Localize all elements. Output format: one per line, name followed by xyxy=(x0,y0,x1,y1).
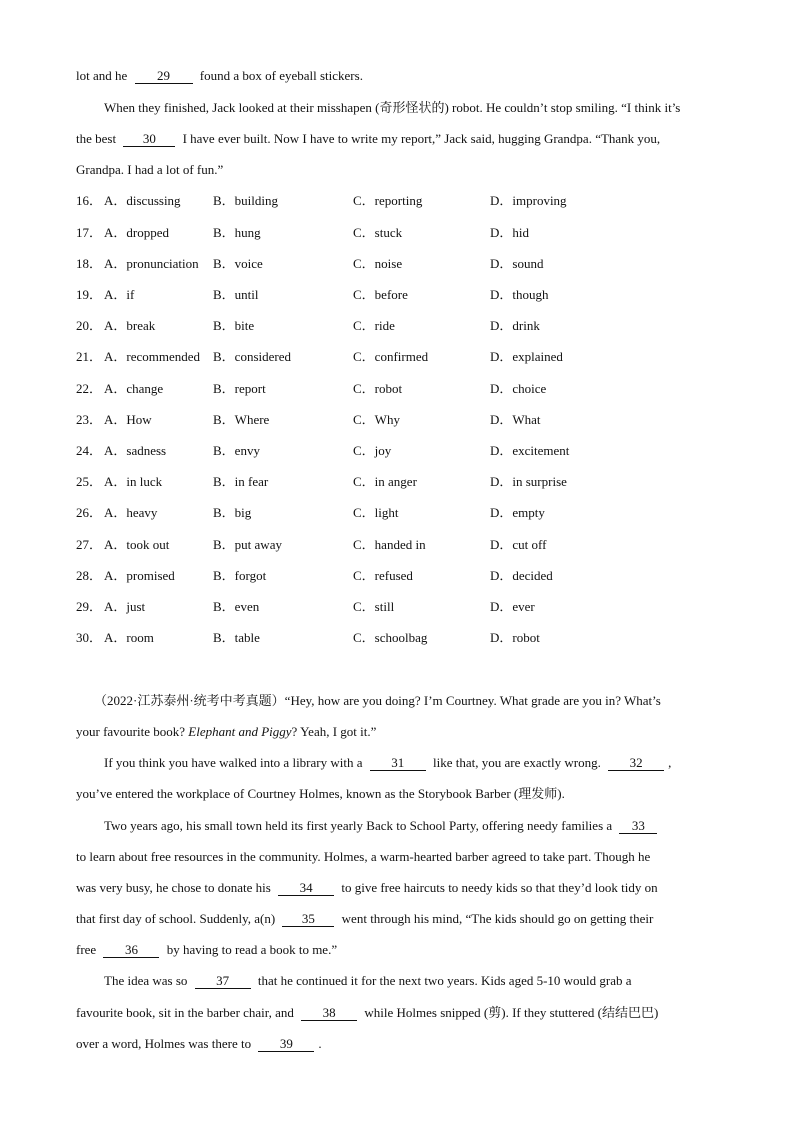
text: by having to read a book to me.” xyxy=(166,942,338,957)
option-d: D．What xyxy=(490,412,541,427)
option-a: A．break xyxy=(104,318,156,333)
option-b: B．in fear xyxy=(213,474,269,489)
option-a: A．in luck xyxy=(104,474,163,489)
option-a: A．took out xyxy=(104,537,170,552)
blank-33: 33 xyxy=(619,819,657,834)
blank-39: 39 xyxy=(258,1037,314,1052)
option-d: D．though xyxy=(490,287,549,302)
text: that first day of school. Suddenly, a(n) xyxy=(76,911,276,926)
text: your favourite book? xyxy=(76,724,186,739)
text: free xyxy=(76,942,97,957)
text: that he continued it for the next two years. Kids aged 5-10 would grab a xyxy=(257,973,632,988)
blank-34: 34 xyxy=(278,881,334,896)
blank-38: 38 xyxy=(301,1006,357,1021)
question-number: 22． xyxy=(76,381,103,396)
option-d: D．sound xyxy=(490,256,544,271)
question-number: 21． xyxy=(76,349,103,364)
option-b: B．voice xyxy=(213,256,263,271)
option-b: B．forgot xyxy=(213,568,267,583)
option-c: C．refused xyxy=(353,568,413,583)
option-c: C．in anger xyxy=(353,474,417,489)
text: like that, you are exactly wrong. xyxy=(433,755,601,770)
question-number: 30． xyxy=(76,630,103,645)
passage2-intro-line xyxy=(76,724,718,740)
option-a: A．How xyxy=(104,412,152,427)
option-d: D．choice xyxy=(490,381,547,396)
option-a: A．promised xyxy=(104,568,175,583)
blank-30: 30 xyxy=(123,132,175,147)
question-number: 24． xyxy=(76,443,103,458)
passage2-paragraph-line xyxy=(76,1005,718,1021)
option-d: D．decided xyxy=(490,568,553,583)
option-b: B．even xyxy=(213,599,260,614)
option-c: C．still xyxy=(353,599,395,614)
text: was very busy, he chose to donate his xyxy=(76,880,271,895)
question-number: 29． xyxy=(76,599,103,614)
passage2-paragraph-line xyxy=(76,880,718,896)
source-note: （2022·江苏泰州·统考中考真题） xyxy=(94,693,285,708)
passage2-paragraph-line xyxy=(76,942,718,958)
option-b: B．envy xyxy=(213,443,260,458)
passage1-paragraph-line: Grandpa. I had a lot of fun.” xyxy=(76,162,224,177)
blank-32: 32 xyxy=(608,756,664,771)
question-number: 26． xyxy=(76,505,103,520)
option-b: B．table xyxy=(213,630,260,645)
question-number: 17． xyxy=(76,225,103,240)
option-c: C．stuck xyxy=(353,225,403,240)
text: while Holmes snipped (剪). If they stuttered (结结巴巴) xyxy=(364,1005,659,1020)
option-c: C．joy xyxy=(353,443,392,458)
question-number: 16． xyxy=(76,193,103,208)
option-c: C．Why xyxy=(353,412,400,427)
passage2-paragraph-line xyxy=(76,1036,718,1052)
question-number: 18． xyxy=(76,256,103,271)
blank-31: 31 xyxy=(370,756,426,771)
option-b: B．Where xyxy=(213,412,270,427)
question-number: 25． xyxy=(76,474,103,489)
question-number: 28． xyxy=(76,568,103,583)
blank-37: 37 xyxy=(195,974,251,989)
option-a: A．sadness xyxy=(104,443,167,458)
option-a: A．if xyxy=(104,287,135,302)
option-c: C．light xyxy=(353,505,399,520)
option-c: C．reporting xyxy=(353,193,423,208)
blank-36: 36 xyxy=(103,943,159,958)
text: If you think you have walked into a library with a xyxy=(104,755,363,770)
option-a: A．just xyxy=(104,599,146,614)
passage2-paragraph-line xyxy=(76,911,718,927)
text: The idea was so xyxy=(104,973,188,988)
passage1-line xyxy=(76,68,718,84)
option-b: B．building xyxy=(213,193,279,208)
option-d: D．drink xyxy=(490,318,540,333)
question-number: 23． xyxy=(76,412,103,427)
option-a: A．dropped xyxy=(104,225,169,240)
text: . xyxy=(318,1036,322,1051)
option-a: A．heavy xyxy=(104,505,158,520)
option-d: D．cut off xyxy=(490,537,547,552)
option-a: A．change xyxy=(104,381,164,396)
option-d: D．robot xyxy=(490,630,540,645)
text: went through his mind, “The kids should go on getting their xyxy=(341,911,654,926)
passage2-paragraph-line: to learn about free resources in the community. Holmes, a warm-hearted barber agreed to take part. Though he xyxy=(76,849,651,864)
option-c: C．handed in xyxy=(353,537,426,552)
text: ? Yeah, I got it.” xyxy=(291,724,377,739)
option-d: D．improving xyxy=(490,193,567,208)
text: “Hey, how are you doing? I’m Courtney. What grade are you in? What’s xyxy=(284,693,661,708)
option-c: C．confirmed xyxy=(353,349,429,364)
option-b: B．considered xyxy=(213,349,291,364)
text: favourite book, sit in the barber chair, and xyxy=(76,1005,294,1020)
option-c: C．ride xyxy=(353,318,395,333)
option-b: B．bite xyxy=(213,318,255,333)
book-title: Elephant and Piggy xyxy=(188,724,292,739)
option-a: A．discussing xyxy=(104,193,181,208)
option-c: C．before xyxy=(353,287,408,302)
option-d: D．excitement xyxy=(490,443,570,458)
option-b: B．hung xyxy=(213,225,261,240)
option-d: D．in surprise xyxy=(490,474,567,489)
option-c: C．noise xyxy=(353,256,403,271)
option-b: B．put away xyxy=(213,537,282,552)
passage1-paragraph-line xyxy=(76,131,718,147)
text: I have ever built. Now I have to write my report,” Jack said, hugging Grandpa. “Thank you, xyxy=(182,131,661,146)
text: over a word, Holmes was there to xyxy=(76,1036,252,1051)
option-a: A．pronunciation xyxy=(104,256,199,271)
passage2-intro-line xyxy=(94,693,708,709)
text: found a box of eyeball stickers. xyxy=(199,68,363,83)
blank-35: 35 xyxy=(282,912,334,927)
option-a: A．recommended xyxy=(104,349,201,364)
text: to give free haircuts to needy kids so that they’d look tidy on xyxy=(341,880,658,895)
option-d: D．explained xyxy=(490,349,563,364)
passage2-paragraph-line xyxy=(104,818,718,834)
question-number: 19． xyxy=(76,287,103,302)
text: Two years ago, his small town held its first yearly Back to School Party, offering needy families a xyxy=(104,818,613,833)
option-b: B．big xyxy=(213,505,252,520)
option-b: B．until xyxy=(213,287,259,302)
text: , xyxy=(668,755,672,770)
text: lot and he xyxy=(76,68,128,83)
option-b: B．report xyxy=(213,381,266,396)
blank-29: 29 xyxy=(135,69,193,84)
option-c: C．robot xyxy=(353,381,403,396)
passage2-paragraph-line xyxy=(104,973,718,989)
option-d: D．empty xyxy=(490,505,545,520)
option-d: D．ever xyxy=(490,599,535,614)
passage1-paragraph-line: When they finished, Jack looked at their misshapen (奇形怪状的) robot. He couldn’t stop smiling. “I think it’s xyxy=(104,100,681,115)
question-number: 27． xyxy=(76,537,103,552)
option-c: C．schoolbag xyxy=(353,630,428,645)
option-a: A．room xyxy=(104,630,154,645)
passage2-paragraph-line: you’ve entered the workplace of Courtney Holmes, known as the Storybook Barber (理发师). xyxy=(76,786,565,801)
question-number: 20． xyxy=(76,318,103,333)
option-d: D．hid xyxy=(490,225,530,240)
passage2-paragraph-line xyxy=(104,755,718,771)
text: the best xyxy=(76,131,117,146)
